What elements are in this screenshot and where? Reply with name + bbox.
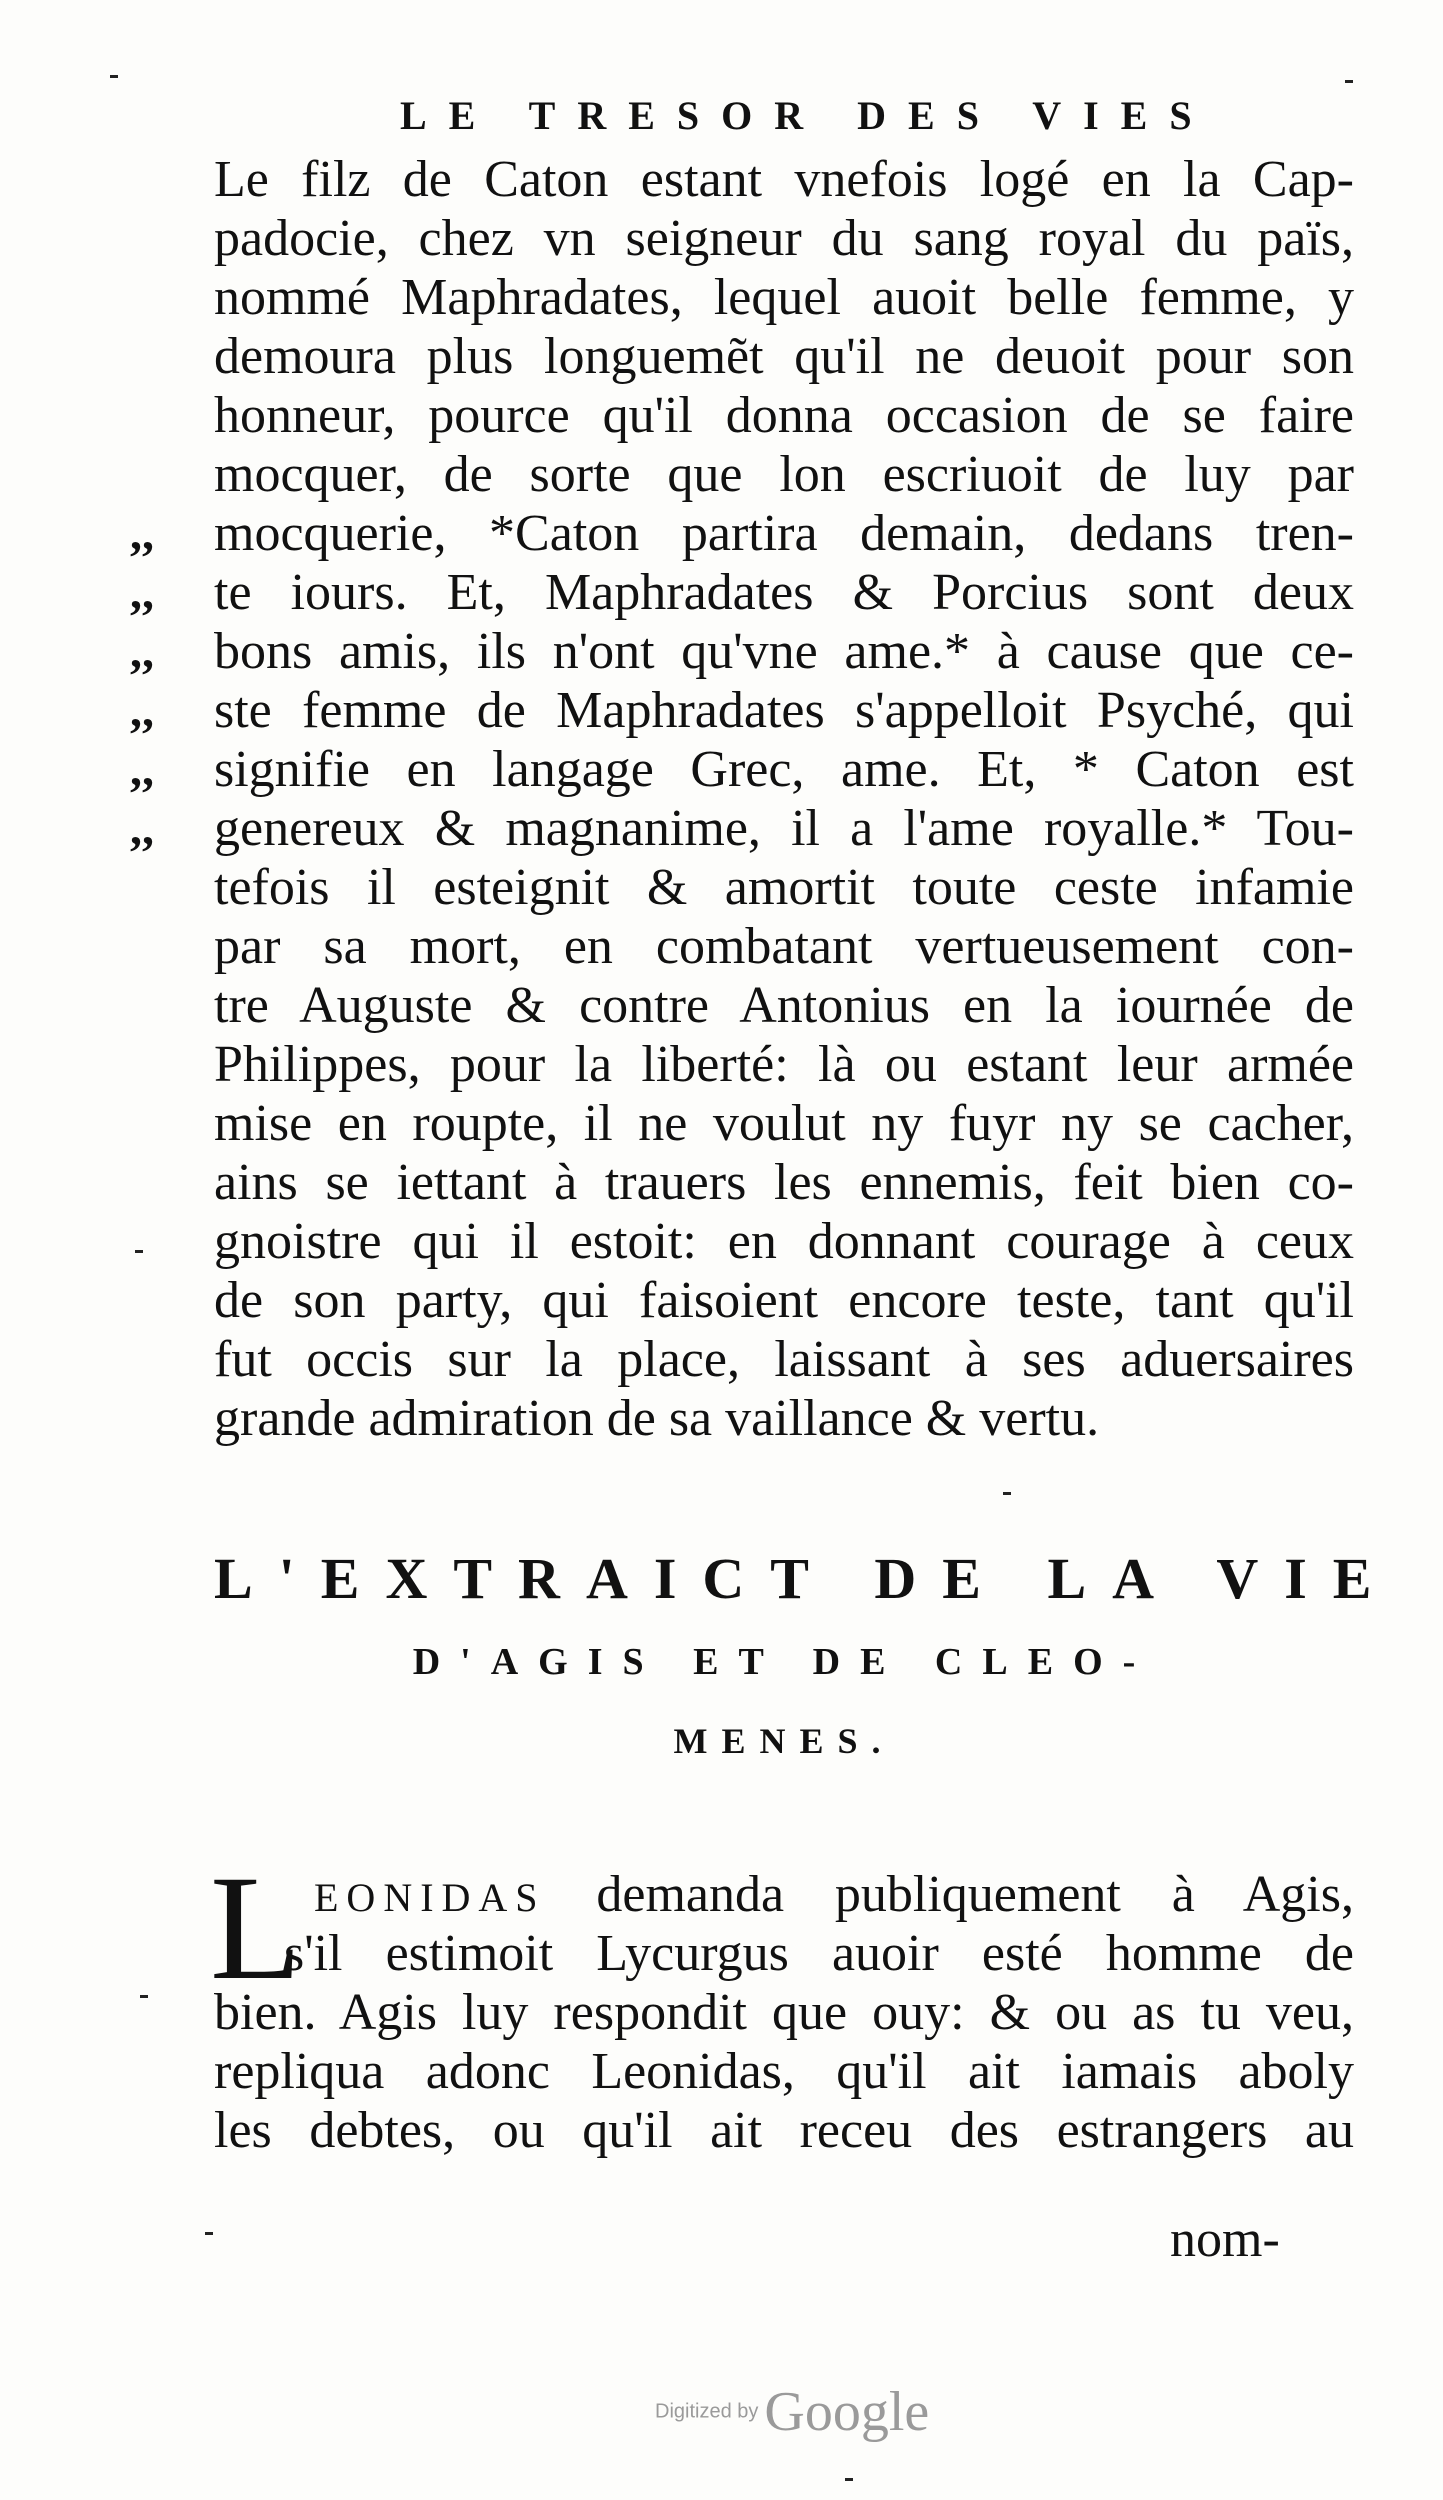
text-line: nommé Maphradates, lequel auoit belle femme, y — [214, 269, 1354, 326]
text-line: bien. Agis luy respondit que ouy: & ou as tu veu, — [214, 1984, 1354, 2041]
paper-speck — [1345, 80, 1353, 83]
quote-mark: ,, — [130, 625, 154, 678]
text-line: fut occis sur la place, laissant à ses aduersaires — [214, 1331, 1354, 1388]
text-line: mocquerie, *Caton partira demain, dedans tren- — [214, 505, 1354, 562]
text-line: tre Auguste & contre Antonius en la iournée de — [214, 977, 1354, 1034]
text-line — [214, 1865, 1354, 1924]
quote-mark: ,, — [130, 802, 154, 855]
section-subtitle-end: MENES. — [673, 1721, 895, 1761]
watermark-small-text: Digitized by — [655, 2400, 759, 2423]
text-line: padocie, chez vn seigneur du sang royal du païs, — [214, 210, 1354, 267]
paper-speck — [205, 2232, 213, 2235]
drop-cap: L — [210, 1845, 302, 2011]
section-subtitle: D'AGIS ET DE CLEO- — [412, 1641, 1156, 1683]
paper-speck — [135, 1250, 143, 1253]
section-title: L'EXTRAICT DE LA VIE — [214, 1546, 1398, 1611]
paper-speck — [1003, 1492, 1011, 1495]
text-line: par sa mort, en combatant vertueusement con- — [214, 918, 1354, 975]
paper-speck — [110, 75, 118, 78]
text-line: mocquer, de sorte que lon escriuoit de luy par — [214, 446, 1354, 503]
text-line: genereux & magnanime, il a l'ame royalle.* Tou- — [214, 800, 1354, 857]
text-line: demoura plus longuemẽt qu'il ne deuoit pour son — [214, 328, 1354, 385]
quote-mark: ,, — [130, 684, 154, 737]
paragraph-agis — [214, 1865, 1354, 2160]
text-line: te iours. Et, Maphradates & Porcius sont deux — [214, 564, 1354, 621]
text-line: bons amis, ils n'ont qu'vne ame.* à cause que ce- — [214, 623, 1354, 680]
text-line: ste femme de Maphradates s'appelloit Psyché, qui — [214, 682, 1354, 739]
marginal-quote-marks — [130, 504, 210, 858]
paper-speck — [140, 1995, 148, 1998]
text-line: mise en roupte, il ne voulut ny fuyr ny se cacher, — [214, 1095, 1354, 1152]
text-line: Philippes, pour la liberté: là ou estant leur armée — [214, 1036, 1354, 1093]
running-head: LE TRESOR DES VIES — [400, 93, 1214, 138]
text-line: honneur, pource qu'il donna occasion de se faire — [214, 387, 1354, 444]
text-line: repliqua adonc Leonidas, qu'il ait iamais aboly — [214, 2043, 1354, 2100]
text-line: les debtes, ou qu'il ait receu des estrangers au — [214, 2102, 1354, 2159]
digitization-watermark — [655, 2380, 975, 2444]
text-line: tefois il esteignit & amortit toute ceste infamie — [214, 859, 1354, 916]
text-line: de son party, qui faisoient encore teste, tant qu'il — [214, 1272, 1354, 1329]
quote-mark: ,, — [130, 507, 154, 560]
text-line: gnoistre qui il estoit: en donnant courage à ceux — [214, 1213, 1354, 1270]
text-line: signifie en langage Grec, ame. Et, * Caton est — [214, 741, 1354, 798]
lead-line-rest: demanda publiquement à Agis, — [545, 1866, 1354, 1923]
text-line: grande admiration de sa vaillance & vertu. — [214, 1390, 1100, 1447]
paper-speck — [845, 2478, 853, 2481]
catchword: nom- — [1170, 2211, 1280, 2268]
quote-mark: ,, — [130, 743, 154, 796]
lead-word: EONIDAS — [314, 1875, 546, 1920]
quote-mark: ,, — [130, 566, 154, 619]
watermark-logo-text: Google — [764, 2381, 930, 2443]
text-line: ains se iettant à trauers les ennemis, feit bien co- — [214, 1154, 1354, 1211]
paragraph-caton — [214, 150, 1354, 1448]
text-line: Le filz de Caton estant vnefois logé en la Cap- — [214, 151, 1354, 208]
text-line: s'il estimoit Lycurgus auoir esté homme de — [284, 1925, 1354, 1982]
